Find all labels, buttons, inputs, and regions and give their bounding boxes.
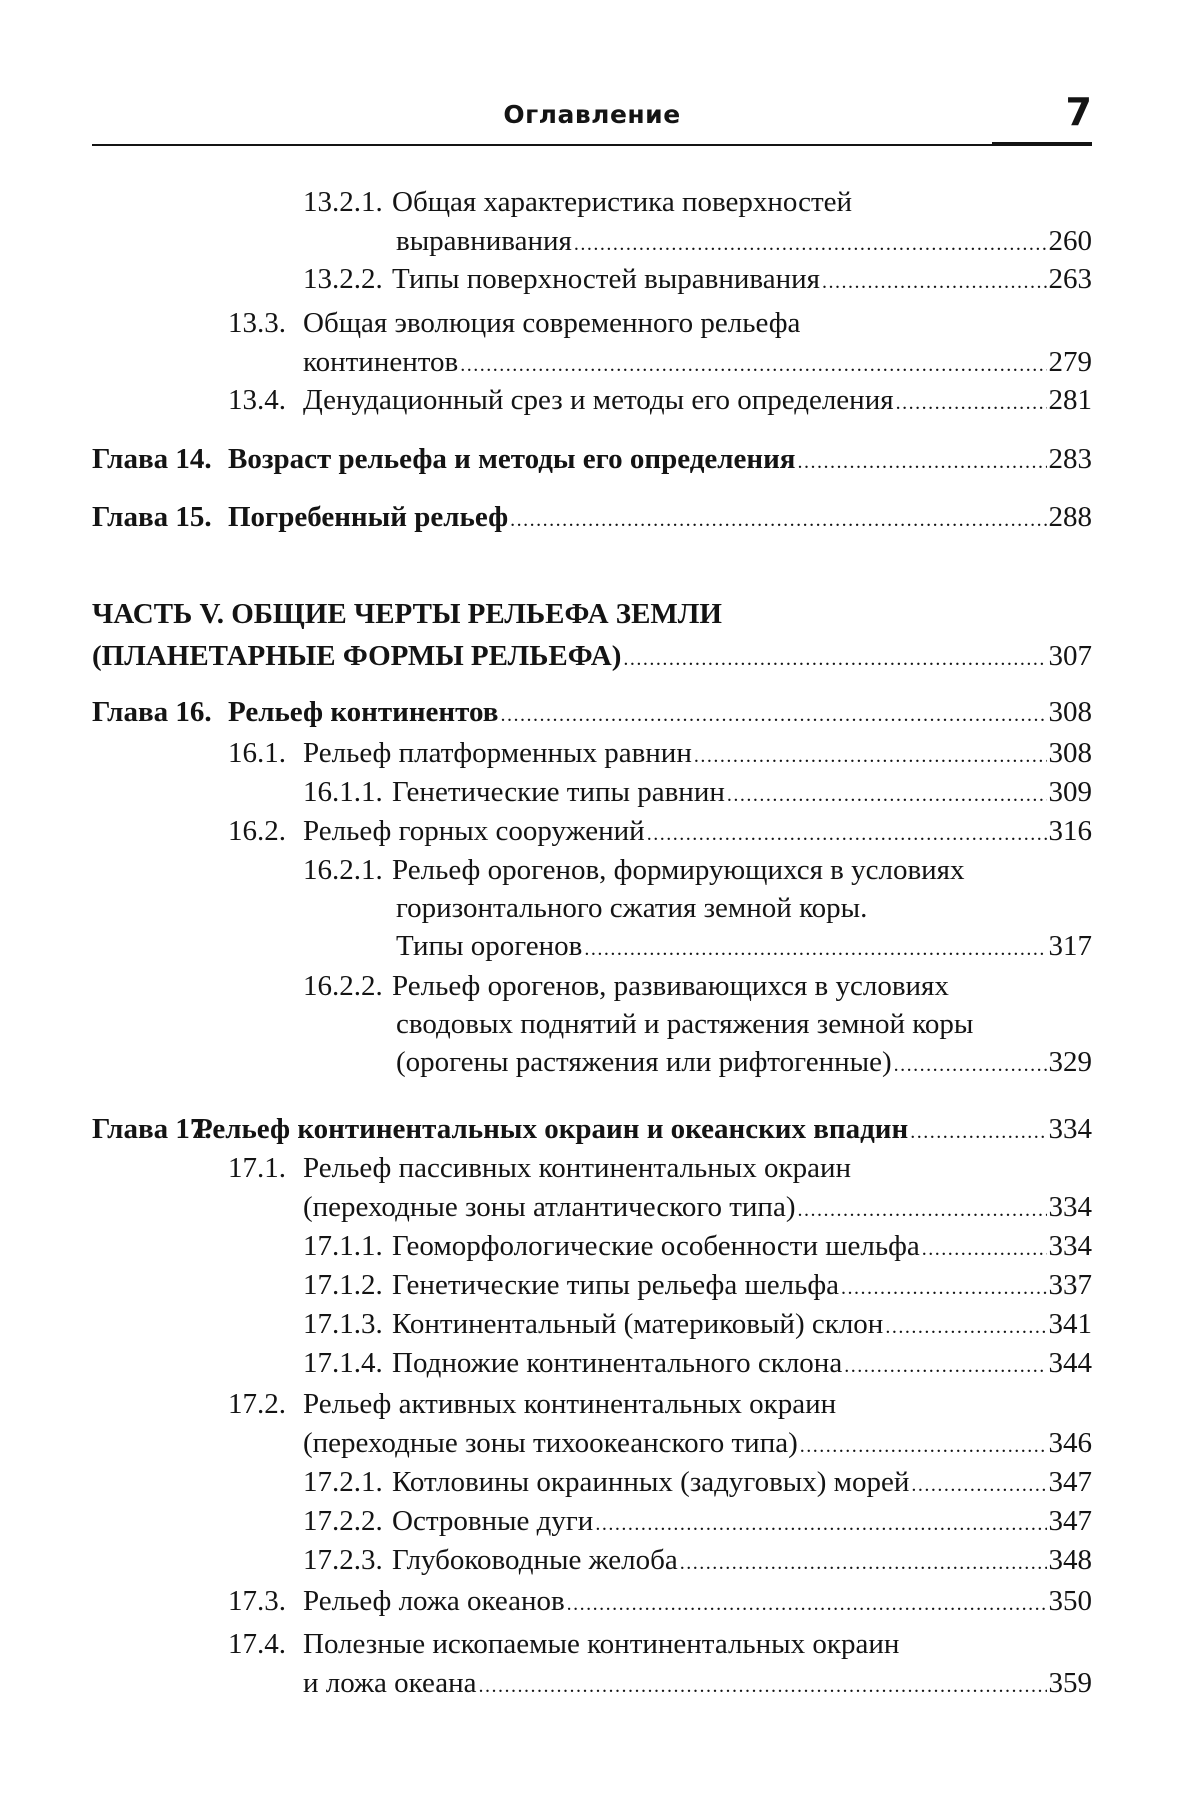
dot-leader xyxy=(798,443,1047,482)
toc-entry xyxy=(0,1305,1200,1344)
toc-entry xyxy=(0,1344,1200,1383)
toc-entry-title-line: горизонтального сжатия земной коры. xyxy=(396,892,868,924)
toc-entry-page: 308 xyxy=(1048,696,1092,728)
toc-entry xyxy=(0,260,1200,299)
toc-entry xyxy=(0,851,1200,965)
toc-entry-page: 334 xyxy=(1048,1113,1092,1145)
toc-entry xyxy=(0,1385,1200,1463)
toc-entry-page: 347 xyxy=(1048,1505,1092,1537)
toc-entry xyxy=(0,304,1200,382)
dot-leader xyxy=(574,225,1047,264)
toc-entry xyxy=(0,773,1200,812)
toc-entry-title-line: Денудационный срез и методы его определения xyxy=(303,384,894,416)
toc-entry-title-line: Глубоководные желоба xyxy=(392,1544,678,1576)
toc-entry-title-line: Типы поверхностей выравнивания xyxy=(392,263,820,295)
dot-leader xyxy=(647,815,1047,854)
toc-entry xyxy=(0,734,1200,773)
toc-entry-page: 283 xyxy=(1048,443,1092,475)
dot-leader xyxy=(894,1046,1047,1085)
dot-leader xyxy=(584,930,1046,969)
toc-entry xyxy=(0,812,1200,851)
toc-entry-page: 359 xyxy=(1048,1667,1092,1699)
toc-entry-title-line: (переходные зоны тихоокеанского типа) xyxy=(303,1427,798,1459)
dot-leader xyxy=(885,1308,1046,1347)
toc-entry-page: 334 xyxy=(1048,1191,1092,1223)
toc-entry-number: Глава 15. xyxy=(92,501,212,533)
toc-entry-number: 17.4. xyxy=(228,1628,286,1660)
toc-entry xyxy=(0,1227,1200,1266)
page-number: 7 xyxy=(1065,90,1092,134)
toc-entry-page: 316 xyxy=(1048,815,1092,847)
header-rule-thick-segment xyxy=(992,142,1092,146)
toc-entry-page: 334 xyxy=(1048,1230,1092,1262)
toc-entry-page: 346 xyxy=(1048,1427,1092,1459)
toc-entry-page: 350 xyxy=(1048,1585,1092,1617)
toc-entry-title-line: Генетические типы рельефа шельфа xyxy=(392,1269,840,1301)
dot-leader xyxy=(479,1667,1047,1706)
toc-entry-number: 17.2.3. xyxy=(303,1544,383,1576)
toc-entry-page: 347 xyxy=(1048,1466,1092,1498)
toc-entry-number: 17.3. xyxy=(228,1585,286,1617)
toc-entry-title-line: ЧАСТЬ V. ОБЩИЕ ЧЕРТЫ РЕЛЬЕФА ЗЕМЛИ xyxy=(92,598,722,630)
toc-entry-page: 260 xyxy=(1048,225,1092,257)
dot-leader xyxy=(680,1544,1047,1583)
toc-entry-page: 263 xyxy=(1048,263,1092,295)
toc-entry-page: 281 xyxy=(1048,384,1092,416)
toc-entry xyxy=(0,1625,1200,1703)
toc-entry-title-line: (переходные зоны атлантического типа) xyxy=(303,1191,796,1223)
toc-entry-page: 341 xyxy=(1048,1308,1092,1340)
toc-entry xyxy=(0,183,1200,261)
toc-entry-number: Глава 14. xyxy=(92,443,212,475)
toc-entry-title-line: Островные дуги xyxy=(392,1505,594,1537)
toc-entry-title-line: Котловины окраинных (задуговых) морей xyxy=(392,1466,910,1498)
toc-entry-title-line: Общая характеристика поверхностей xyxy=(392,186,853,218)
dot-leader xyxy=(797,1191,1046,1230)
dot-leader xyxy=(595,1505,1046,1544)
dot-leader xyxy=(567,1585,1047,1624)
toc-entry-title-line: Генетические типы равнин xyxy=(392,776,725,808)
toc-entry-title-line: выравнивания xyxy=(396,225,572,257)
toc-entry xyxy=(0,967,1200,1081)
toc-entry-number: 17.2.2. xyxy=(303,1505,383,1537)
dot-leader xyxy=(911,1466,1046,1505)
dot-leader xyxy=(694,737,1047,776)
header-rule xyxy=(92,144,1092,146)
toc-entry-title-line: Рельеф орогенов, формирующихся в условиях xyxy=(392,854,965,886)
toc-entry-page: 279 xyxy=(1048,346,1092,378)
toc-entry-number: 17.1.2. xyxy=(303,1269,383,1301)
running-header-title: Оглавление xyxy=(503,100,681,129)
toc-entry-number: 13.2.1. xyxy=(303,186,383,218)
toc-entry xyxy=(0,381,1200,420)
toc-entry xyxy=(0,1149,1200,1227)
toc-entry-page: 344 xyxy=(1048,1347,1092,1379)
dot-leader xyxy=(727,776,1047,815)
toc-entry-title-line: Рельеф ложа океанов xyxy=(303,1585,565,1617)
dot-leader xyxy=(623,640,1046,679)
dot-leader xyxy=(841,1269,1046,1308)
toc-entry-number: 16.2. xyxy=(228,815,286,847)
toc-entry-title-line: Рельеф платформенных равнин xyxy=(303,737,692,769)
toc-entry-title-line: Рельеф горных сооружений xyxy=(303,815,645,847)
toc-entry-title-line: Погребенный рельеф xyxy=(228,501,509,533)
toc-entry-number: 16.1.1. xyxy=(303,776,383,808)
toc-entry-title-line: (ПЛАНЕТАРНЫЕ ФОРМЫ РЕЛЬЕФА) xyxy=(92,640,622,672)
toc-entry-page: 329 xyxy=(1048,1046,1092,1078)
toc-entry xyxy=(0,1541,1200,1580)
toc-entry-page: 309 xyxy=(1048,776,1092,808)
toc-entry-page: 317 xyxy=(1048,930,1092,962)
toc-entry xyxy=(0,595,1200,679)
toc-entry-title-line: Рельеф орогенов, развивающихся в условиях xyxy=(392,970,949,1002)
toc-entry-page: 348 xyxy=(1048,1544,1092,1576)
toc-entry-title-line: Рельеф пассивных континентальных окраин xyxy=(303,1152,852,1184)
toc-entry-title-line: Рельеф активных континентальных окраин xyxy=(303,1388,837,1420)
dot-leader xyxy=(500,696,1046,735)
toc-entry-number: 13.4. xyxy=(228,384,286,416)
toc-entry-title-line: (орогены растяжения или рифтогенные) xyxy=(396,1046,892,1078)
toc-entry xyxy=(0,1463,1200,1502)
toc-entry-title-line: Континентальный (материковый) склон xyxy=(392,1308,884,1340)
dot-leader xyxy=(822,263,1047,302)
toc-entry-page: 337 xyxy=(1048,1269,1092,1301)
toc-entry xyxy=(0,1110,1200,1149)
running-header xyxy=(92,80,1092,144)
toc-entry-title-line: Общая эволюция современного рельефа xyxy=(303,307,801,339)
toc-entry-page: 308 xyxy=(1048,737,1092,769)
toc-entry-number: 17.1.1. xyxy=(303,1230,383,1262)
toc-entry-number: 17.1. xyxy=(228,1152,286,1184)
toc-entry-number: Глава 17. xyxy=(92,1113,212,1145)
toc-entry-title-line: Рельеф континентальных окраин и океанских впадин xyxy=(195,1113,909,1145)
toc-entry-title-line: Возраст рельефа и методы его определения xyxy=(228,443,796,475)
toc-entry-title-line: континентов xyxy=(303,346,459,378)
toc-entry-number: 13.3. xyxy=(228,307,286,339)
toc-entry-number: 16.2.1. xyxy=(303,854,383,886)
toc-entry-number: 16.2.2. xyxy=(303,970,383,1002)
toc-entry-title-line: Геоморфологические особенности шельфа xyxy=(392,1230,920,1262)
toc-entry-page: 288 xyxy=(1048,501,1092,533)
toc-entry-number: 17.1.3. xyxy=(303,1308,383,1340)
dot-leader xyxy=(800,1427,1047,1466)
dot-leader xyxy=(896,384,1047,423)
dot-leader xyxy=(910,1113,1046,1152)
toc-entry-title-line: Полезные ископаемые континентальных окраин xyxy=(303,1628,900,1660)
toc-entry-number: 16.1. xyxy=(228,737,286,769)
toc-entry-number: 17.1.4. xyxy=(303,1347,383,1379)
toc-entry xyxy=(0,440,1200,479)
toc-entry-title-line: сводовых поднятий и растяжения земной коры xyxy=(396,1008,974,1040)
toc-entry xyxy=(0,1502,1200,1541)
toc-entry xyxy=(0,1582,1200,1621)
toc-entry-page: 307 xyxy=(1048,640,1092,672)
toc-entry-title-line: Подножие континентального склона xyxy=(392,1347,843,1379)
toc-entry-number: 17.2.1. xyxy=(303,1466,383,1498)
toc-entry-title-line: и ложа океана xyxy=(303,1667,477,1699)
toc-entry xyxy=(0,498,1200,537)
toc-entry-number: 17.2. xyxy=(228,1388,286,1420)
dot-leader xyxy=(510,501,1046,540)
dot-leader xyxy=(844,1347,1046,1386)
toc-entry xyxy=(0,1266,1200,1305)
toc-entry-title-line: Рельеф континентов xyxy=(228,696,499,728)
dot-leader xyxy=(460,346,1046,385)
toc-entry-number: Глава 16. xyxy=(92,696,212,728)
dot-leader xyxy=(922,1230,1047,1269)
toc-entry xyxy=(0,693,1200,732)
toc-entry-number: 13.2.2. xyxy=(303,263,383,295)
toc-entry-title-line: Типы орогенов xyxy=(396,930,583,962)
